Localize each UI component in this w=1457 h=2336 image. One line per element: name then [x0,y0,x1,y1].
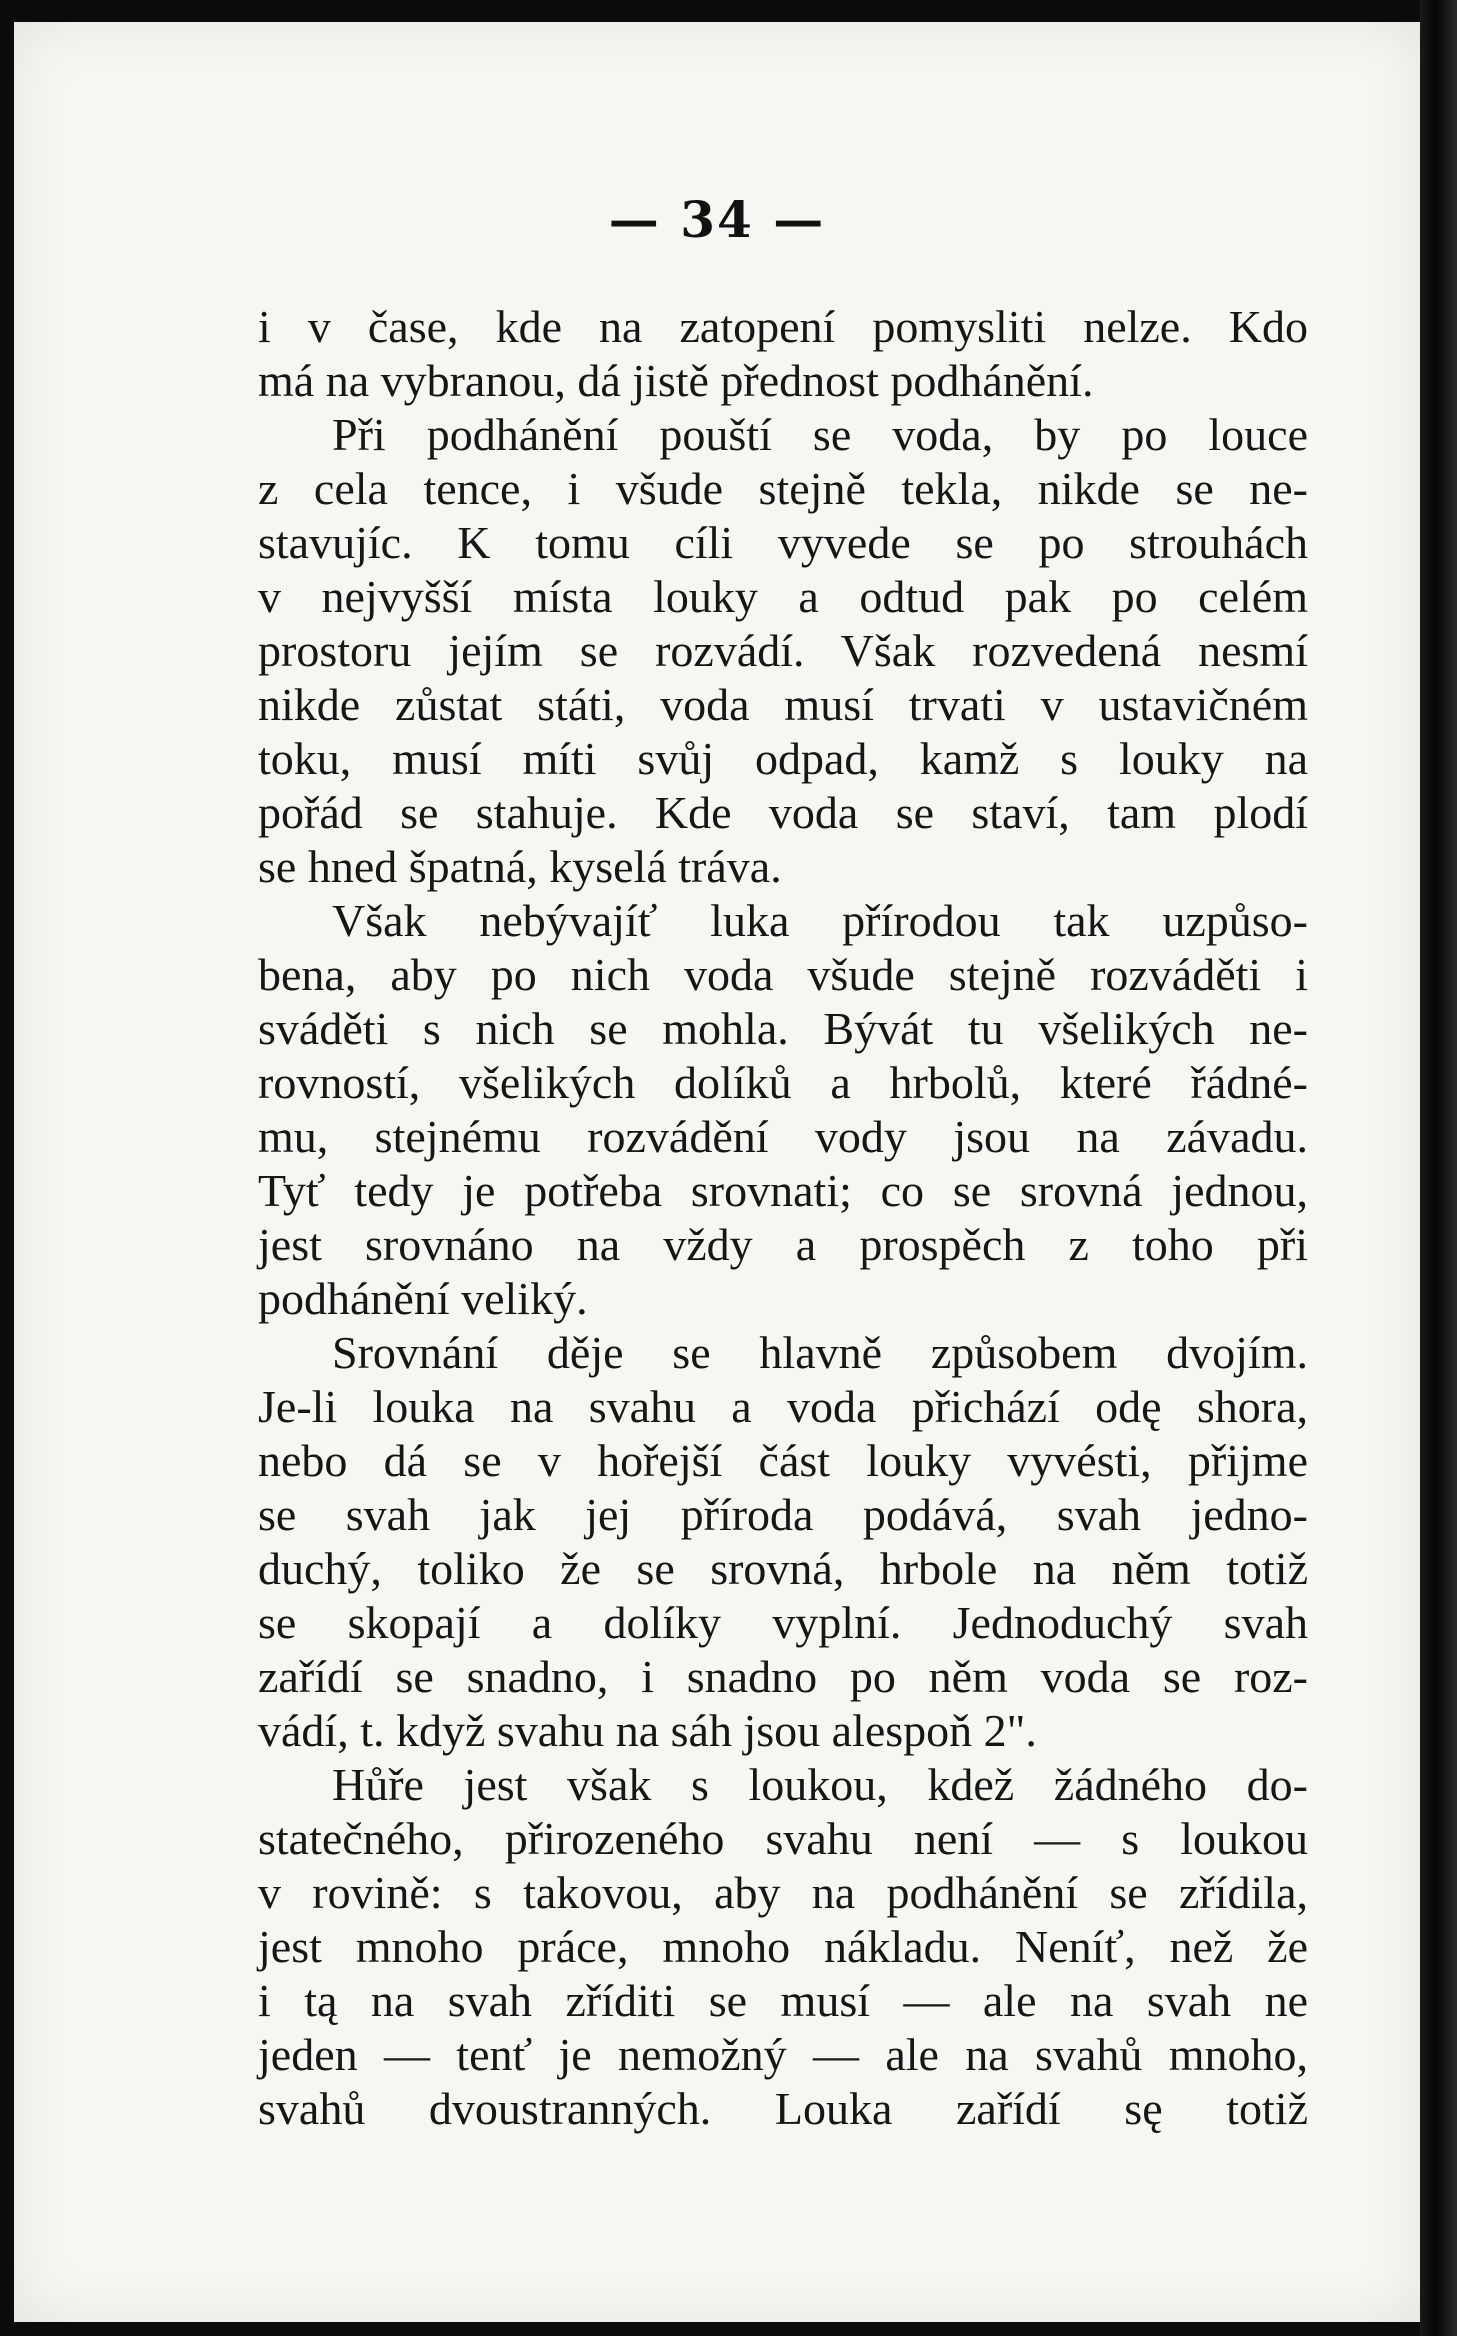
text-line: svahů dvoustranných. Louka zařídí sę totiž [258,2083,1308,2134]
text-line: vádí, t. když svahu na sáh jsou alespoň 2". [258,1705,1037,1756]
text-line: Srovnání děje se hlavně způsobem dvojím. [332,1327,1308,1378]
page-edge-shadow [1420,0,1457,2336]
text-line: sváděti s nich se mohla. Bývát tu všelikých ne- [258,1003,1308,1054]
text-line: jest mnoho práce, mnoho nákladu. Neníť, než že [258,1921,1308,1972]
page-number: — 34 — [608,190,826,249]
text-line: Je-li louka na svahu a voda přichází odę shora, [258,1381,1308,1432]
text-line: se skopají a dolíky vyplní. Jednoduchý svah [258,1597,1308,1648]
text-line: podhánění veliký. [258,1273,588,1324]
text-line: v rovině: s takovou, aby na podhánění se zřídila, [258,1867,1308,1918]
text-line: Hůře jest však s loukou, kdež žádného do- [332,1759,1308,1810]
text-line: statečného, přirozeného svahu není — s loukou [258,1813,1308,1864]
text-line: zařídí se snadno, i snadno po něm voda se roz- [258,1651,1308,1702]
text-line: mu, stejnému rozvádění vody jsou na závadu. [258,1111,1308,1162]
text-line: i tą na svah zříditi se musí — ale na svah ne [258,1975,1308,2026]
text-line: toku, musí míti svůj odpad, kamž s louky na [258,733,1308,784]
text-line: v nejvyšší místa louky a odtud pak po celém [258,571,1308,622]
text-line: stavujíc. K tomu cíli vyvede se po strouhách [258,517,1308,568]
text-line: Tyť tedy je potřeba srovnati; co se srovná jednou, [258,1165,1308,1216]
text-line: má na vybranou, dá jistě přednost podhánění. [258,355,1094,406]
text-line: nikde zůstat státi, voda musí trvati v ustavičném [258,679,1308,730]
text-line: pořád se stahuje. Kde voda se staví, tam plodí [258,787,1308,838]
text-line: bena, aby po nich voda všude stejně rozváděti i [258,949,1308,1000]
text-line: Však nebývajíť luka přírodou tak uzpůso- [332,895,1308,946]
text-line: i v čase, kde na zatopení pomysliti nelze. Kdo [258,301,1308,352]
text-line: nebo dá se v hořejší část louky vyvésti, přijme [258,1435,1308,1486]
text-line: rovností, všelikých dolíků a hrbolů, které řádné- [258,1057,1308,1108]
text-line: se svah jak jej příroda podává, svah jedno- [258,1489,1308,1540]
text-line: se hned špatná, kyselá tráva. [258,841,782,892]
text-line: prostoru jejím se rozvádí. Však rozvedená nesmí [258,625,1308,676]
text-line: jest srovnáno na vždy a prospěch z toho při [258,1219,1308,1270]
text-line: Při podhánění pouští se voda, by po louce [332,409,1308,460]
text-line: jeden — tenť je nemožný — ale na svahů mnoho, [258,2029,1308,2080]
text-line: z cela tence, i všude stejně tekla, nikde se ne- [258,463,1308,514]
book-page [14,22,1420,2322]
body-text [258,300,1308,2136]
text-line: duchý, toliko že se srovná, hrbole na něm totiž [258,1543,1308,1594]
